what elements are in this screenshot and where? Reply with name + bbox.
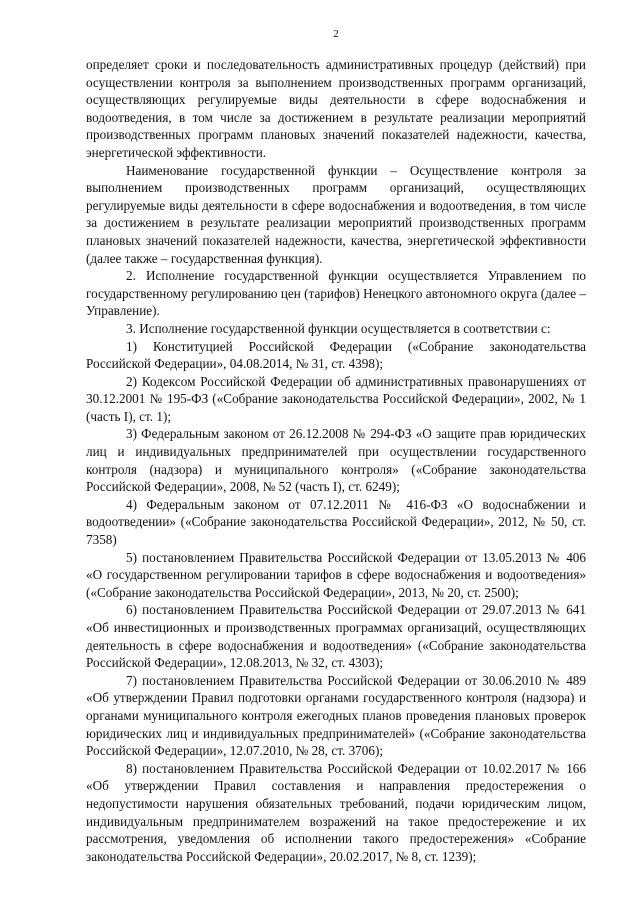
paragraph-item-3: 3. Исполнение государственной функции осуществляется в соответствии с: [126,320,551,336]
paragraph-item-2: 2. Исполнение государственной функции осуществляется Управлением по государственному регулированию цен (тарифов) Ненецкого автономного округа (далее – Управление). [86,268,586,319]
list-item-decree-641: 6) постановлением Правительства Российской Федерации от 29.07.2013 № 641 «Об инвестиционных и производственных программах организаций, осуществляющих деятельность в сфере водоснабжения и водоотведения» («Собрание законодательства Российской Федерации», 12.08.2013, № 32, ст. 4303); [86,602,586,671]
paragraph-intro-continuation: определяет сроки и последовательность административных процедур (действий) при осуществлении контроля за выполнением производственных программ организаций, осуществляющих регулируемые виды деятельности в сфере водоснабжения и водоотведения, в том числе за достижением в результате реализации мероприятий производственных программ плановых значений показателей надежности, качества, энергетической эффективности. [86,57,586,160]
paragraph-function-name: Наименование государственной функции – Осуществление контроля за выполнением производственных программ организаций, осуществляющих регулируемые виды деятельности в сфере водоснабжения и водоотведения, в том числе за достижением в результате реализации мероприятий производственных программ плановых значений показателей надежности, качества, энергетической эффективности (далее также – государственная функция). [86,162,586,266]
list-item-admin-code: 2) Кодексом Российской Федерации об административных правонарушениях от 30.12.2001 № 195-ФЗ («Собрание законодательства Российской Федерации», 2002, № 1 (часть I), ст. 1); [86,373,586,424]
list-item-constitution: 1) Конституцией Российской Федерации («Собрание законодательства Российской Федерации», 04.08.2014, № 31, ст. 4398); [86,338,586,372]
list-item-decree-406: 5) постановлением Правительства Российской Федерации от 13.05.2013 № 406 «О государственном регулировании тарифов в сфере водоснабжения и водоотведения» («Собрание законодательства Российской Федерации», 2013, № 20, ст. 2500); [86,549,586,600]
page-number: 2 [333,28,339,40]
list-item-decree-489: 7) постановлением Правительства Российской Федерации от 30.06.2010 № 489 «Об утверждении Правил подготовки органами государственного контроля (надзора) и органами муниципального контроля ежегодных планов проведения плановых проверок юридических лиц и индивидуальных предпринимателей» («Собрание законодательства Российской Федерации», 12.07.2010, № 28, ст. 3706); [86,672,586,759]
list-item-law-416: 4) Федеральным законом от 07.12.2011 № 416-ФЗ «О водоснабжении и водоотведении» («Собрание законодательства Российской Федерации», 2012, № 50, ст. 7358) [86,496,586,548]
list-item-decree-166: 8) постановлением Правительства Российской Федерации от 10.02.2017 № 166 «Об утверждении Правил составления и направления предостережения о недопустимости нарушения обязательных требований, подачи юридическим лицом, индивидуальным предпринимателем возражений на такое предостережение и их рассмотрения, уведомления об исполнении такого предостережения» «Собрание законодательства Российской Федерации», 20.02.2017, № 8, ст. 1239); [86,760,586,864]
list-item-law-294: 3) Федеральным законом от 26.12.2008 № 294-ФЗ «О защите прав юридических лиц и индивидуальных предпринимателей при осуществлении государственного контроля (надзора) и муниципального контроля» («Собрание законодательства Российской Федерации», 2008, № 52 (часть I), ст. 6249); [86,426,586,495]
